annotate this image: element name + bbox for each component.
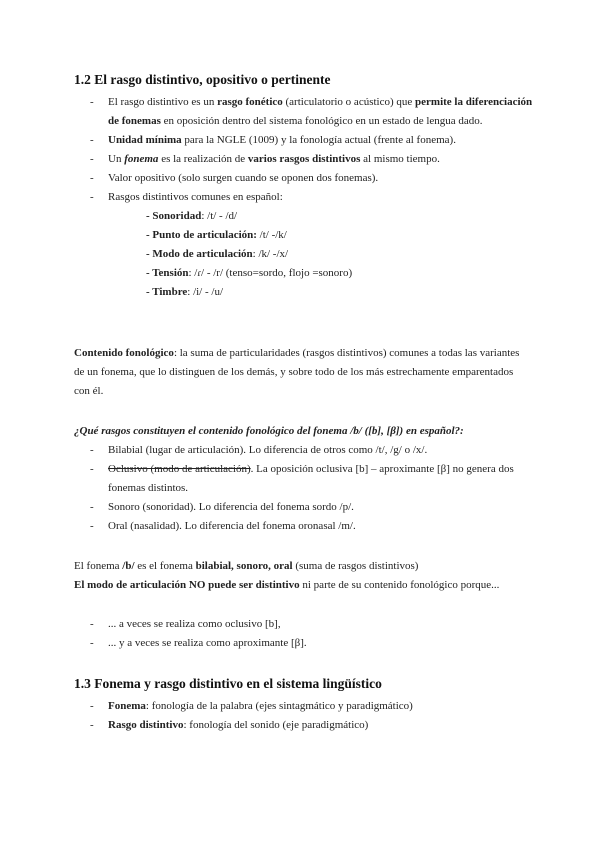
section-title-1-2: 1.2 El rasgo distintivo, opositivo o pertinente: [74, 72, 331, 87]
list-item: - ... a veces se realiza como oclusivo [b],: [74, 615, 534, 634]
rasgo-list: [74, 93, 534, 302]
list-item: - ... y a veces se realiza como aproximante [β].: [74, 634, 534, 653]
list-item: - Fonema: fonología de la palabra (ejes sintagmático y paradigmático): [74, 697, 534, 716]
list-item: - Sonoro (sonoridad). Lo diferencia del fonema sordo /p/.: [74, 498, 534, 517]
sub-item: - Sonoridad: /t/ - /d/: [146, 210, 238, 222]
fonema-rasgo-list: [74, 697, 534, 735]
modo-list: [74, 615, 534, 653]
list-item: - Unidad mínima para la NGLE (1009) y la fonología actual (frente al fonema).: [74, 131, 534, 150]
list-item: - Rasgo distintivo: fonología del sonido (eje paradigmático): [74, 716, 534, 735]
list-item: - Un fonema es la realización de varios rasgos distintivos al mismo tiempo.: [74, 150, 534, 169]
sub-item: - Punto de articulación: /t/ -/k/: [146, 229, 287, 241]
modo-paragraph: El modo de articulación NO puede ser distintivo ni parte de su contenido fonológico porque...: [74, 579, 500, 591]
list-item: - El rasgo distintivo es un rasgo fonético (articulatorio o acústico) que permite la diferenciación de fonemas en oposición dentro del sistema fonológico en un estado de lengua dado.: [74, 93, 534, 131]
question-list: [74, 441, 534, 536]
list-item: - Bilabial (lugar de articulación). Lo diferencia de otros como /t/, /g/ o /x/.: [74, 441, 534, 460]
list-item: - Oral (nasalidad). Lo diferencia del fonema oronasal /m/.: [74, 517, 534, 536]
fonema-b-paragraph: El fonema /b/ es el fonema bilabial, sonoro, oral (suma de rasgos distintivos): [74, 560, 419, 572]
sub-item: - Timbre: /i/ - /u/: [146, 286, 224, 298]
section-title-1-3: 1.3 Fonema y rasgo distintivo en el sistema lingüístico: [74, 676, 382, 691]
sub-item: - Tensión: /ɾ/ - /r/ (tenso=sordo, flojo =sonoro): [146, 267, 353, 279]
list-item: - Valor opositivo (solo surgen cuando se oponen dos fonemas).: [74, 169, 534, 188]
contenido-fonologico-paragraph: Contenido fonológico: la suma de particularidades (rasgos distintivos) comunes a todas las variantes de un fonema, que lo distinguen de los demás, y sobre todo de los más estrechamente emparentados con él.: [74, 347, 520, 397]
list-item: - Rasgos distintivos comunes en español: - Sonoridad: /t/ - /d/ - Punto de articulación: /t/ -/k/ - Modo de articulación: /k/ -/x/ - Tensión: /ɾ/ - /r/ (tenso=sordo, flojo =sonoro) - Timbre: /i/ - /u/: [74, 188, 534, 302]
sub-item: - Modo de articulación: /k/ -/x/: [146, 248, 289, 260]
list-item: - Oclusivo (modo de articulación). La oposición oclusiva [b] – aproximante [β] no genera dos fonemas distintos.: [74, 460, 534, 498]
question-heading: ¿Qué rasgos constituyen el contenido fonológico del fonema /b/ ([b], [β]) en español?:: [74, 425, 464, 437]
rasgos-comunes-list: [108, 207, 534, 302]
